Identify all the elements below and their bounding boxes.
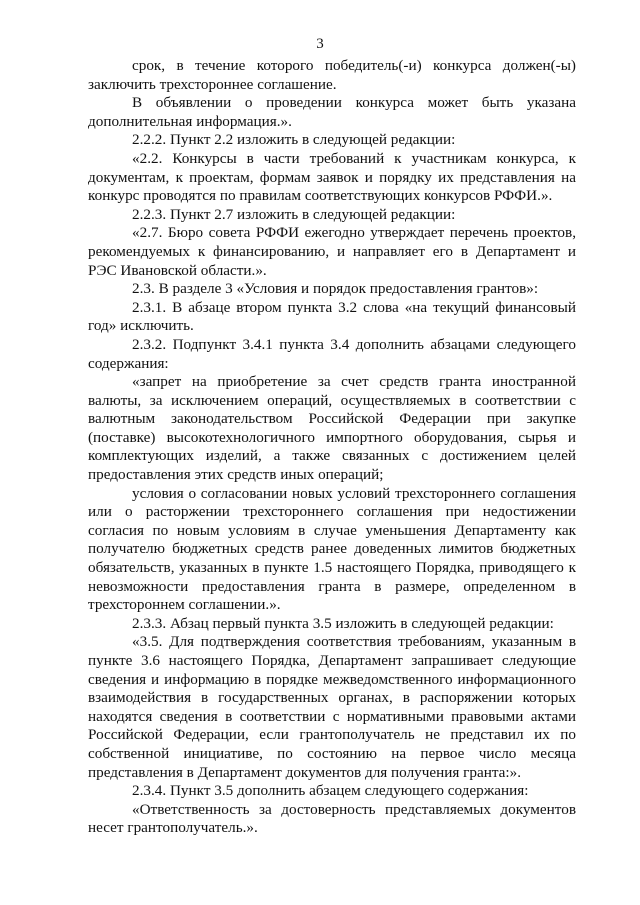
document-body <box>88 57 576 838</box>
paragraph-agreement-conditions: условия о согласовании новых условий трехстороннего соглашения или о расторжении трехстороннего соглашения при недостижении согласия по новым условиям в случае уменьшения Департаменту как получателю бюджетных средств ранее доведенных лимитов бюджетных обязательств, указанных в пункте 1.5 настоящего Порядка, приводящего к невозможности предоставления гранта в размере, определенном в трехстороннем соглашении.». <box>88 484 576 614</box>
paragraph-2-2-2: 2.2.2. Пункт 2.2 изложить в следующей редакции: <box>132 131 456 149</box>
paragraph-2-7-text: «2.7. Бюро совета РФФИ ежегодно утверждает перечень проектов, рекомендуемых к финансированию, и направляет его в Департамент и РЭС Ивановской области.». <box>88 224 576 279</box>
paragraph-2-3-1: 2.3.1. В абзаце втором пункта 3.2 слова «на текущий финансовый год» исключить. <box>88 298 576 335</box>
paragraph-2-3: 2.3. В разделе 3 «Условия и порядок предоставления грантов»: <box>132 280 539 298</box>
scan-edge-mark <box>0 897 90 903</box>
paragraph-additional-info: В объявлении о проведении конкурса может быть указана дополнительная информация.». <box>88 94 576 130</box>
paragraph-2-3-2: 2.3.2. Подпункт 3.4.1 пункта 3.4 дополнить абзацами следующего содержания: <box>88 335 576 372</box>
paragraph-2-2-3: 2.2.3. Пункт 2.7 изложить в следующей редакции: <box>132 205 456 223</box>
page-number: 3 <box>316 36 324 52</box>
paragraph-2-3-3: 2.3.3. Абзац первый пункта 3.5 изложить в следующей редакции: <box>132 614 554 632</box>
paragraph-2-2-text: «2.2. Конкурсы в части требований к участникам конкурса, к документам, к проектам, формам заявок и порядку их представления на конкурс проводятся по правилам соответствующих конкурсов РФФИ.». <box>88 149 576 205</box>
paragraph-deadline: срок, в течение которого победитель(-и) конкурса должен(-ы) заключить трехстороннее соглашение. <box>88 57 576 93</box>
paragraph-currency-ban: «запрет на приобретение за счет средств гранта иностранной валюты, за исключением операций, осуществляемых в соответствии с валютным законодательством Российской Федерации при закупке (поставке) высокотехнологичного импортного оборудования, сырья и комплектующих изделий, а также связанных с достижением целей предоставления этих средств иных операций; <box>88 373 576 484</box>
paragraph-2-3-4: 2.3.4. Пункт 3.5 дополнить абзацем следующего содержания: <box>132 782 529 800</box>
paragraph-responsibility: «Ответственность за достоверность представляемых документов несет грантополучатель.». <box>88 800 576 837</box>
paragraph-3-5-text: «3.5. Для подтверждения соответствия требованиям, указанным в пункте 3.6 настоящего Порядка, Департамент запрашивает следующие сведения и информацию в порядке межведомственного информационного взаимодействия в государственных органах, в распоряжении которых находятся сведения в соответствии с нормативными правовыми актами Российской Федерации, если грантополучатель не представил их по собственной инициативе, по состоянию на первое число месяца представления в Департамент документов для получения гранта:». <box>88 633 576 781</box>
